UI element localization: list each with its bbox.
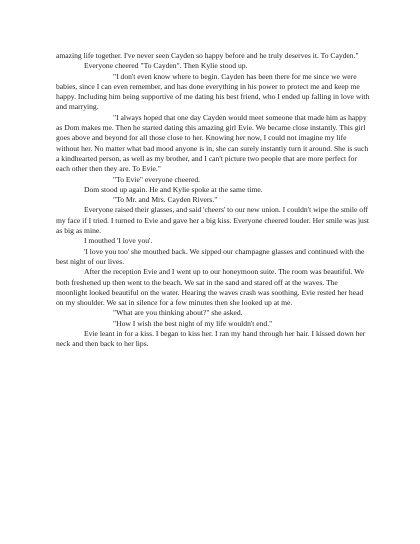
paragraph-1: amazing life together. I've never seen Cayden so happy before and he truly deserves it. To Cayden." — [56, 51, 359, 60]
paragraph-2: Everyone cheered "To Cayden". Then Kylie stood up. — [84, 61, 248, 71]
paragraph-3: "I don't even know where to begin. Cayden has been there for me since we were babies, since I can even remember, and has done everything in his power to protect me and keep me happy. Including him being supportive of me dating his best friend, who I ended up falling in love with and marrying. — [56, 71, 370, 112]
paragraph-8: Everyone raised their glasses, and said 'cheers' to our new union. I couldn't wipe the smile off my face if I tried. I turned to Evie and gave her a big kiss. Everyone cheered louder. Her smile was just as big as mine. — [56, 205, 369, 236]
paragraph-14: Evie leant in for a kiss. I began to kiss her. I ran my hand through her hair. I kissed down her neck and then back to her lips. — [56, 329, 366, 349]
paragraph-5: "To Evie" everyone cheered. — [113, 174, 201, 184]
paragraph-12: "What are you thinking about?" she asked. — [113, 308, 243, 318]
paragraph-6: Dom stood up again. He and Kylie spoke at the same time. — [84, 184, 263, 194]
paragraph-4: "I always hoped that one day Cayden would meet someone that made him as happy as Dom makes me. Then he started dating this amazing girl Evie. We became close instantly. This girl goes above and beyond for all those close to her. Knowing her now, I could not imagine my life without her. No matter what bad mood anyone is in, she can surely instantly turn it around. She is such a kindhearted person, as well as my brother, and I can't picture two people that are more perfect for each other then they are. To Evie." — [56, 112, 369, 174]
paragraph-10: 'I love you too' she mouthed back. We sipped our champagne glasses and continued with the best night of our lives. — [56, 246, 365, 266]
paragraph-7: "To Mr. and Mrs. Cayden Rivers." — [113, 195, 218, 205]
paragraph-11: After the reception Evie and I went up to our honeymoon suite. The room was beautiful. We both freshened up then went to the beach. We sat in the sand and stared off at the waves. The moonlight looked beautiful on the water. Hearing the waves crash was soothing. Evie rested her head on my shoulder. We sat in silence for a few minutes then she looked up at me. — [56, 267, 365, 308]
body-text — [56, 51, 370, 350]
paragraph-9: I mouthed 'I love you'. — [84, 236, 153, 246]
paragraph-13: "How I wish the best night of my life wouldn't end." — [113, 318, 273, 328]
